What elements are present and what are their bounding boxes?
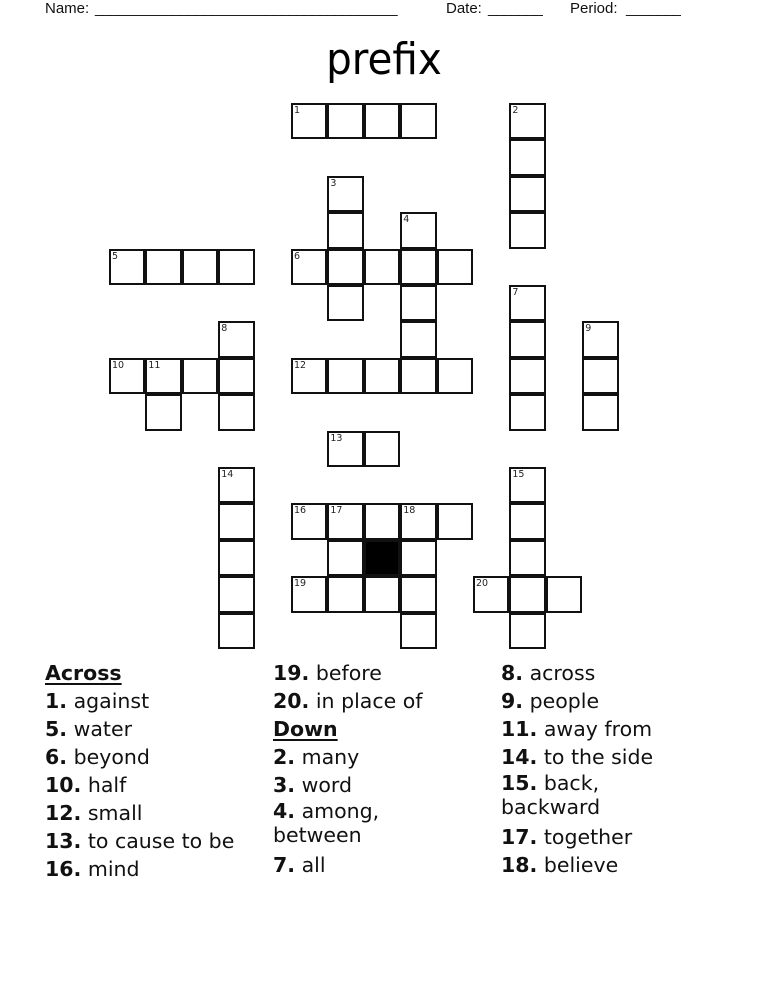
name-field[interactable]: _______________________________________ — [95, 0, 397, 17]
clue-down-8 — [501, 659, 726, 687]
clue-column-2 — [273, 659, 498, 879]
clue-number: 10. — [45, 773, 82, 797]
grid-cell[interactable] — [509, 613, 545, 649]
grid-cell[interactable] — [327, 285, 363, 321]
grid-cell[interactable] — [400, 249, 436, 285]
cell-number: 10 — [112, 359, 125, 371]
grid-cell[interactable] — [400, 212, 436, 248]
clue-number: 5. — [45, 717, 68, 741]
clue-down-14 — [501, 743, 726, 771]
grid-cell[interactable] — [437, 503, 473, 539]
clue-number: 11. — [501, 717, 538, 741]
grid-cell[interactable] — [327, 576, 363, 612]
clue-down-2 — [273, 743, 498, 771]
clue-text: away from — [543, 717, 653, 741]
clue-text: small — [87, 801, 143, 825]
grid-cell[interactable] — [509, 503, 545, 539]
across-heading: Across — [45, 661, 122, 685]
clue-number: 13. — [45, 829, 82, 853]
grid-cell[interactable] — [364, 103, 400, 139]
cell-number: 13 — [330, 432, 343, 444]
clue-text: water — [73, 717, 133, 741]
grid-cell[interactable] — [327, 431, 363, 467]
grid-cell[interactable] — [291, 576, 327, 612]
clue-number: 1. — [45, 689, 68, 713]
clue-across-13 — [45, 827, 270, 855]
grid-cell[interactable] — [509, 321, 545, 357]
grid-cell[interactable] — [327, 358, 363, 394]
grid-cell[interactable] — [400, 613, 436, 649]
clue-across-1 — [45, 687, 270, 715]
clue-number: 6. — [45, 745, 68, 769]
grid-cell[interactable] — [509, 212, 545, 248]
grid-cell[interactable] — [509, 540, 545, 576]
grid-cell[interactable] — [145, 249, 181, 285]
clue-text: half — [87, 773, 127, 797]
grid-cell[interactable] — [218, 394, 254, 430]
grid-cell[interactable] — [218, 613, 254, 649]
grid-cell[interactable] — [509, 394, 545, 430]
clue-number: 17. — [501, 825, 538, 849]
clue-text: beyond — [73, 745, 150, 769]
grid-cell[interactable] — [218, 467, 254, 503]
grid-cell[interactable] — [291, 103, 327, 139]
clue-number: 19. — [273, 661, 310, 685]
grid-cell[interactable] — [437, 358, 473, 394]
clue-number: 7. — [273, 853, 296, 877]
clue-text: across — [529, 661, 596, 685]
grid-cell[interactable] — [400, 103, 436, 139]
cell-number: 8 — [221, 323, 228, 335]
period-label: Period: — [570, 0, 618, 17]
clue-down-3 — [273, 771, 498, 799]
down-heading: Down — [273, 717, 338, 741]
grid-cell[interactable] — [473, 576, 509, 612]
clue-number: 8. — [501, 661, 524, 685]
clue-text: to cause to be — [87, 829, 235, 853]
grid-cell[interactable] — [327, 103, 363, 139]
grid-cell[interactable] — [145, 394, 181, 430]
cell-number: 12 — [294, 359, 307, 371]
name-label: Name: — [45, 0, 90, 17]
grid-cell[interactable] — [509, 576, 545, 612]
grid-cell[interactable] — [364, 358, 400, 394]
clue-column-3 — [501, 659, 726, 879]
clue-number: 18. — [501, 853, 538, 877]
cell-number: 3 — [330, 177, 337, 189]
grid-cell[interactable] — [145, 358, 181, 394]
clue-down-17 — [501, 823, 726, 851]
grid-cell[interactable] — [218, 540, 254, 576]
cell-number: 4 — [403, 214, 410, 226]
clue-text: back, backward — [501, 771, 601, 819]
clue-number: 2. — [273, 745, 296, 769]
clue-across-5 — [45, 715, 270, 743]
cell-number: 9 — [585, 323, 592, 335]
grid-cell[interactable] — [327, 212, 363, 248]
crossword-grid — [110, 104, 622, 652]
clue-down-11 — [501, 715, 726, 743]
clue-number: 16. — [45, 857, 82, 881]
grid-cell[interactable] — [182, 358, 218, 394]
grid-cell[interactable] — [437, 249, 473, 285]
grid-cell[interactable] — [218, 321, 254, 357]
grid-cell[interactable] — [218, 576, 254, 612]
clue-text: before — [315, 661, 382, 685]
grid-cell[interactable] — [291, 503, 327, 539]
grid-cell[interactable] — [582, 394, 618, 430]
cell-number: 16 — [294, 505, 307, 517]
date-label: Date: — [446, 0, 482, 17]
cell-number: 15 — [512, 469, 525, 480]
clue-across-20 — [273, 687, 498, 715]
grid-cell[interactable] — [509, 103, 545, 139]
grid-cell[interactable] — [509, 285, 545, 321]
clue-text: people — [529, 689, 600, 713]
clue-column-1 — [45, 659, 270, 883]
grid-cell[interactable] — [509, 358, 545, 394]
clue-number: 12. — [45, 801, 82, 825]
clue-number: 14. — [501, 745, 538, 769]
grid-cell[interactable] — [327, 540, 363, 576]
grid-cell[interactable] — [364, 249, 400, 285]
grid-cell[interactable] — [327, 176, 363, 212]
clue-down-7 — [273, 851, 498, 879]
grid-cell[interactable] — [509, 467, 545, 503]
student-info-line — [0, 0, 768, 20]
clue-down-4 — [273, 799, 403, 847]
clue-text: to the side — [543, 745, 654, 769]
grid-cell[interactable] — [582, 321, 618, 357]
clue-across-12 — [45, 799, 270, 827]
grid-cell[interactable] — [400, 285, 436, 321]
grid-cell[interactable] — [509, 139, 545, 175]
cell-number: 7 — [512, 287, 519, 298]
clue-across-16 — [45, 855, 270, 883]
period-field[interactable]: _______ — [626, 0, 681, 17]
cell-number: 14 — [221, 469, 234, 480]
grid-cell[interactable] — [109, 358, 145, 394]
cell-number: 1 — [294, 105, 301, 116]
grid-cell[interactable] — [400, 321, 436, 357]
grid-cell[interactable] — [364, 431, 400, 467]
clue-text: among, between — [273, 799, 380, 847]
grid-cell[interactable] — [218, 503, 254, 539]
clue-number: 15. — [501, 771, 538, 795]
cell-number: 17 — [330, 505, 343, 517]
grid-cell[interactable] — [400, 358, 436, 394]
clue-down-15 — [501, 771, 631, 819]
grid-cell[interactable] — [546, 576, 582, 612]
grid-cell[interactable] — [364, 576, 400, 612]
grid-cell[interactable] — [400, 503, 436, 539]
grid-cell[interactable] — [182, 249, 218, 285]
clue-number: 3. — [273, 773, 296, 797]
clue-down-18 — [501, 851, 726, 879]
clue-text: mind — [87, 857, 140, 881]
cell-number: 19 — [294, 578, 307, 590]
black-cell — [364, 540, 400, 576]
cell-number: 18 — [403, 505, 416, 517]
cell-number: 2 — [512, 105, 519, 116]
clue-text: believe — [543, 853, 619, 877]
clue-number: 20. — [273, 689, 310, 713]
grid-cell[interactable] — [109, 249, 145, 285]
grid-cell[interactable] — [400, 540, 436, 576]
grid-cell[interactable] — [509, 176, 545, 212]
grid-cell[interactable] — [400, 576, 436, 612]
clue-across-19 — [273, 659, 498, 687]
cell-number: 5 — [112, 250, 119, 262]
grid-cell[interactable] — [218, 249, 254, 285]
clue-text: against — [73, 689, 150, 713]
grid-cell[interactable] — [327, 249, 363, 285]
grid-cell[interactable] — [291, 249, 327, 285]
clue-down-9 — [501, 687, 726, 715]
date-field[interactable]: _______ — [488, 0, 543, 17]
clue-across-10 — [45, 771, 270, 799]
grid-cell[interactable] — [364, 503, 400, 539]
grid-cell[interactable] — [582, 358, 618, 394]
grid-cell[interactable] — [327, 503, 363, 539]
clue-text: in place of — [315, 689, 423, 713]
clue-text: many — [301, 745, 360, 769]
clue-number: 4. — [273, 799, 296, 823]
clue-text: together — [543, 825, 633, 849]
cell-number: 11 — [148, 359, 161, 371]
cell-number: 6 — [294, 250, 301, 262]
clue-text: all — [301, 853, 326, 877]
page-title: prefix — [326, 34, 442, 85]
grid-cell[interactable] — [218, 358, 254, 394]
cell-number: 20 — [476, 578, 489, 590]
grid-cell[interactable] — [291, 358, 327, 394]
clue-number: 9. — [501, 689, 524, 713]
clue-across-6 — [45, 743, 270, 771]
clue-text: word — [301, 773, 352, 797]
